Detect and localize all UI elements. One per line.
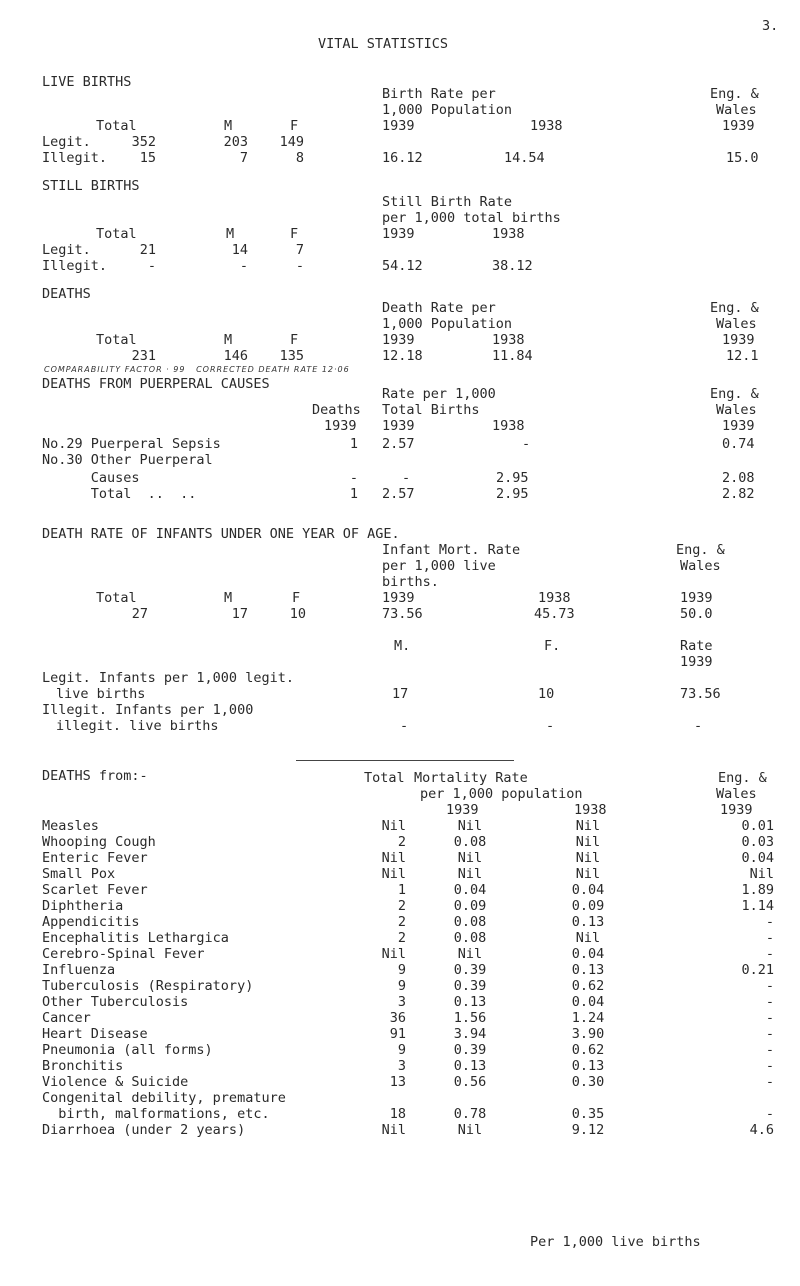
- deaths-heading: DEATHS: [42, 286, 91, 302]
- row-rate-1939: 2.57: [382, 486, 415, 502]
- row-label: Cerebro-Spinal Fever: [42, 946, 205, 962]
- row-label: Enteric Fever: [42, 850, 148, 866]
- row-rate-1938: 0.30: [571, 1074, 605, 1090]
- causes-rate-head-1: Mortality Rate: [414, 770, 528, 786]
- row-eng: -: [765, 1106, 774, 1122]
- row-total: -: [147, 258, 156, 274]
- row-label-cont: live births: [56, 686, 146, 702]
- live-births-heading: LIVE BIRTHS: [42, 74, 132, 90]
- row-label: Legit.: [42, 242, 91, 258]
- row-total: 3: [397, 994, 406, 1010]
- puerperal-deaths-head-1: Deaths: [312, 402, 361, 418]
- still-births-col-m: M: [226, 226, 235, 242]
- infant-eng-head-1: Eng. &: [676, 542, 725, 558]
- row-rate-1939: 16.12: [382, 150, 423, 166]
- row-eng: 0.03: [741, 834, 774, 850]
- causes-footnote: Per 1,000 live births: [530, 1234, 701, 1250]
- row-total: 2: [397, 834, 406, 850]
- row-rate-1938: 14.54: [504, 150, 545, 166]
- row-total: Nil: [381, 818, 406, 834]
- row-total: 18: [389, 1106, 406, 1122]
- still-births-year-1938: 1938: [492, 226, 525, 242]
- row-rate-1938: Nil: [575, 834, 601, 850]
- row-rate-1939: Nil: [457, 1122, 483, 1138]
- row-total: Nil: [381, 850, 406, 866]
- row-eng: 12.1: [726, 348, 759, 364]
- row-rate-1938: 38.12: [492, 258, 533, 274]
- row-total: 2: [397, 898, 406, 914]
- row-deaths: -: [349, 470, 358, 486]
- causes-total-head: Total: [364, 770, 405, 786]
- still-births-rate-head-2: per 1,000 total births: [382, 210, 561, 226]
- causes-rate-head-2: per 1,000 population: [420, 786, 583, 802]
- row-total: 1: [397, 882, 406, 898]
- deaths-col-m: M: [224, 332, 233, 348]
- row-eng: Nil: [749, 866, 774, 882]
- row-eng: 0.04: [741, 850, 774, 866]
- row-f: 10: [538, 686, 555, 702]
- row-total: 13: [389, 1074, 406, 1090]
- page-title: VITAL STATISTICS: [318, 36, 449, 52]
- row-m: 17: [392, 686, 409, 702]
- live-births-year-1939: 1939: [382, 118, 415, 134]
- row-m: -: [239, 258, 248, 274]
- row-total: 36: [389, 1010, 406, 1026]
- row-total: 3: [397, 1058, 406, 1074]
- puerperal-deaths-head-2: 1939: [324, 418, 357, 434]
- row-total: 231: [131, 348, 156, 364]
- row-eng: 15.0: [726, 150, 759, 166]
- row-f: 149: [279, 134, 304, 150]
- row-label: Total .. ..: [42, 486, 197, 502]
- row-m: 7: [239, 150, 248, 166]
- row-label: Cancer: [42, 1010, 91, 1026]
- deaths-col-f: F: [290, 332, 299, 348]
- row-label: No.29 Puerperal Sepsis: [42, 436, 221, 452]
- still-births-col-total: Total: [96, 226, 137, 242]
- puerperal-eng-head-1: Eng. &: [710, 386, 759, 402]
- row-eng: 0.21: [741, 962, 774, 978]
- row-rate-1939: 0.39: [453, 978, 487, 994]
- puerperal-year-1938: 1938: [492, 418, 525, 434]
- row-eng: -: [765, 914, 774, 930]
- deaths-col-total: Total: [96, 332, 137, 348]
- infant-mortality-heading: DEATH RATE OF INFANTS UNDER ONE YEAR OF AGE.: [42, 526, 400, 542]
- row-rate-1939: 0.13: [453, 994, 487, 1010]
- row-rate-1938: 0.04: [571, 882, 605, 898]
- row-label: Tuberculosis (Respiratory): [42, 978, 254, 994]
- row-rate-1939: 3.94: [453, 1026, 487, 1042]
- deaths-rate-head-1: Death Rate per: [382, 300, 496, 316]
- row-eng: -: [765, 930, 774, 946]
- row-label: Diphtheria: [42, 898, 124, 914]
- row-total: 9: [397, 1042, 406, 1058]
- row-eng: -: [765, 1026, 774, 1042]
- row-eng: 2.08: [722, 470, 755, 486]
- row-rate-1938: 11.84: [492, 348, 533, 364]
- deaths-year-1939: 1939: [382, 332, 415, 348]
- row-eng: -: [765, 1058, 774, 1074]
- row-total: 9: [397, 962, 406, 978]
- row-total: Nil: [381, 866, 406, 882]
- row-label: Encephalitis Lethargica: [42, 930, 229, 946]
- row-m: 146: [223, 348, 248, 364]
- infant-eng-year: 1939: [680, 590, 713, 606]
- row-rate-1938: 0.35: [571, 1106, 605, 1122]
- row-label: Small Pox: [42, 866, 116, 882]
- row-rate-1939: 0.78: [453, 1106, 487, 1122]
- row-rate-1938: Nil: [575, 930, 601, 946]
- puerperal-year-1939: 1939: [382, 418, 415, 434]
- causes-year-1939: 1939: [446, 802, 479, 818]
- row-eng: -: [765, 1074, 774, 1090]
- row-total: 15: [139, 150, 156, 166]
- row-total: 352: [131, 134, 156, 150]
- puerperal-heading: DEATHS FROM PUERPERAL CAUSES: [42, 376, 270, 392]
- row-rate-1939: 0.39: [453, 1042, 487, 1058]
- row-rate-1939: 0.56: [453, 1074, 487, 1090]
- causes-heading: DEATHS from:-: [42, 768, 148, 784]
- causes-eng-head-2: Wales: [716, 786, 757, 802]
- infant-rate-head-1: Infant Mort. Rate: [382, 542, 521, 558]
- row-eng: 1.14: [741, 898, 774, 914]
- row-label-cont: illegit. live births: [56, 718, 219, 734]
- row-rate-1939: 0.09: [453, 898, 487, 914]
- row-label: Influenza: [42, 962, 116, 978]
- row-m: 14: [231, 242, 248, 258]
- page-number: 3.: [762, 18, 779, 34]
- infant-col-m: M: [224, 590, 233, 606]
- row-label: Appendicitis: [42, 914, 140, 930]
- row-rate-1939: Nil: [457, 866, 483, 882]
- row-total: 27: [131, 606, 148, 622]
- row-rate-1938: 2.95: [496, 486, 529, 502]
- row-label: Illegit.: [42, 258, 108, 274]
- infant-eng-head-2: Wales: [680, 558, 721, 574]
- infant-rate-head-2: per 1,000 live: [382, 558, 496, 574]
- row-rate-1939: Nil: [457, 946, 483, 962]
- row-rate-1938: 0.13: [571, 1058, 605, 1074]
- row-label: Pneumonia (all forms): [42, 1042, 213, 1058]
- row-rate-1939: 54.12: [382, 258, 423, 274]
- infant-col-total: Total: [96, 590, 137, 606]
- live-births-eng-year: 1939: [722, 118, 755, 134]
- row-rate-1938: 3.90: [571, 1026, 605, 1042]
- puerperal-rate-head-1: Rate per 1,000: [382, 386, 496, 402]
- row-rate-1938: -: [522, 436, 531, 452]
- row-label: No.30 Other Puerperal: [42, 452, 213, 468]
- row-f: 135: [279, 348, 304, 364]
- row-label: Other Tuberculosis: [42, 994, 189, 1010]
- row-rate-1938: 1.24: [571, 1010, 605, 1026]
- row-f: 10: [289, 606, 306, 622]
- row-f: -: [295, 258, 304, 274]
- infant-year-1938: 1938: [538, 590, 571, 606]
- row-rate-1938: 0.04: [571, 946, 605, 962]
- row-rate-1938: 9.12: [571, 1122, 605, 1138]
- row-label: Legit.: [42, 134, 91, 150]
- still-births-heading: STILL BIRTHS: [42, 178, 140, 194]
- row-eng: 0.74: [722, 436, 755, 452]
- live-births-rate-head-2: 1,000 Population: [382, 102, 513, 118]
- row-rate-1938: 0.13: [571, 962, 605, 978]
- row-rate-1939: 12.18: [382, 348, 423, 364]
- row-eng: -: [765, 1042, 774, 1058]
- row-rate-1938: 0.09: [571, 898, 605, 914]
- infant-rate-head-3: births.: [382, 574, 439, 590]
- row-eng: 2.82: [722, 486, 755, 502]
- deaths-eng-head-2: Wales: [716, 316, 757, 332]
- row-label: Illegit. Infants per 1,000: [42, 702, 254, 718]
- row-eng: -: [765, 946, 774, 962]
- row-total: 91: [389, 1026, 406, 1042]
- deaths-year-1938: 1938: [492, 332, 525, 348]
- row-rate-1938: 0.13: [571, 914, 605, 930]
- live-births-col-f: F: [290, 118, 299, 134]
- row-f: 8: [295, 150, 304, 166]
- row-label: Causes: [42, 470, 140, 486]
- row-eng: -: [765, 1010, 774, 1026]
- row-total: 2: [397, 930, 406, 946]
- handwritten-annotation: COMPARABILITY FACTOR · 99 CORRECTED DEATH RATE 12·06: [44, 365, 350, 374]
- live-births-eng-head-2: Wales: [716, 102, 757, 118]
- row-label: Measles: [42, 818, 99, 834]
- row-rate-1938: Nil: [575, 850, 601, 866]
- still-births-year-1939: 1939: [382, 226, 415, 242]
- row-rate-1939: 0.08: [453, 914, 487, 930]
- infant-year-1939: 1939: [382, 590, 415, 606]
- causes-eng-year: 1939: [720, 802, 753, 818]
- row-rate-1939: 0.13: [453, 1058, 487, 1074]
- deaths-eng-head-1: Eng. &: [710, 300, 759, 316]
- row-f: -: [546, 718, 555, 734]
- causes-eng-head-1: Eng. &: [718, 770, 767, 786]
- row-rate-1939: 0.39: [453, 962, 487, 978]
- still-births-rate-head-1: Still Birth Rate: [382, 194, 513, 210]
- row-deaths: 1: [349, 486, 358, 502]
- row-rate-1939: 2.57: [382, 436, 415, 452]
- live-births-col-total: Total: [96, 118, 137, 134]
- infant-sub-m: M.: [394, 638, 411, 654]
- puerperal-eng-head-2: Wales: [716, 402, 757, 418]
- row-m: -: [400, 718, 409, 734]
- row-rate-1938: Nil: [575, 818, 601, 834]
- row-label: Legit. Infants per 1,000 legit.: [42, 670, 294, 686]
- infant-sub-rate-1: Rate: [680, 638, 713, 654]
- row-rate: -: [694, 718, 703, 734]
- row-total: 21: [139, 242, 156, 258]
- row-label: Violence & Suicide: [42, 1074, 189, 1090]
- row-label: Illegit.: [42, 150, 108, 166]
- causes-year-1938: 1938: [574, 802, 607, 818]
- row-rate-1939: 1.56: [453, 1010, 487, 1026]
- section-divider: [296, 760, 514, 761]
- row-rate-1939: Nil: [457, 818, 483, 834]
- row-rate-1939: 0.08: [453, 834, 487, 850]
- row-rate-1938: 0.04: [571, 994, 605, 1010]
- row-rate-1939: -: [402, 470, 411, 486]
- live-births-rate-head-1: Birth Rate per: [382, 86, 496, 102]
- live-births-year-1938: 1938: [530, 118, 563, 134]
- row-eng: 50.0: [680, 606, 713, 622]
- deaths-eng-year: 1939: [722, 332, 755, 348]
- row-rate-1938: 0.62: [571, 978, 605, 994]
- row-label: Whooping Cough: [42, 834, 156, 850]
- row-rate: 73.56: [680, 686, 721, 702]
- row-label: Scarlet Fever: [42, 882, 148, 898]
- row-eng: 1.89: [741, 882, 774, 898]
- row-total: Nil: [381, 946, 406, 962]
- row-rate-1939: Nil: [457, 850, 483, 866]
- row-label: Diarrhoea (under 2 years): [42, 1122, 246, 1138]
- row-label: Heart Disease: [42, 1026, 148, 1042]
- row-total: Nil: [381, 1122, 406, 1138]
- row-eng: 4.6: [749, 1122, 774, 1138]
- live-births-eng-head-1: Eng. &: [710, 86, 759, 102]
- row-eng: 0.01: [741, 818, 774, 834]
- row-rate-1938: Nil: [575, 866, 601, 882]
- row-total: 9: [397, 978, 406, 994]
- row-total: 2: [397, 914, 406, 930]
- infant-col-f: F: [292, 590, 301, 606]
- row-f: 7: [295, 242, 304, 258]
- row-label: Congenital debility, premature: [42, 1090, 286, 1106]
- row-label: Bronchitis: [42, 1058, 124, 1074]
- row-rate-1938: 45.73: [534, 606, 575, 622]
- row-rate-1938: 0.62: [571, 1042, 605, 1058]
- row-rate-1939: 73.56: [382, 606, 423, 622]
- deaths-rate-head-2: 1,000 Population: [382, 316, 513, 332]
- puerperal-eng-head-3: 1939: [722, 418, 755, 434]
- row-eng: -: [765, 994, 774, 1010]
- infant-sub-rate-2: 1939: [680, 654, 713, 670]
- row-label: birth, malformations, etc.: [42, 1106, 270, 1122]
- row-eng: -: [765, 978, 774, 994]
- puerperal-rate-head-2: Total Births: [382, 402, 480, 418]
- row-rate-1938: 2.95: [496, 470, 529, 486]
- row-rate-1939: 0.04: [453, 882, 487, 898]
- infant-sub-f: F.: [544, 638, 561, 654]
- row-deaths: 1: [349, 436, 358, 452]
- live-births-col-m: M: [224, 118, 233, 134]
- still-births-col-f: F: [290, 226, 299, 242]
- row-rate-1939: 0.08: [453, 930, 487, 946]
- row-m: 203: [223, 134, 248, 150]
- row-m: 17: [231, 606, 248, 622]
